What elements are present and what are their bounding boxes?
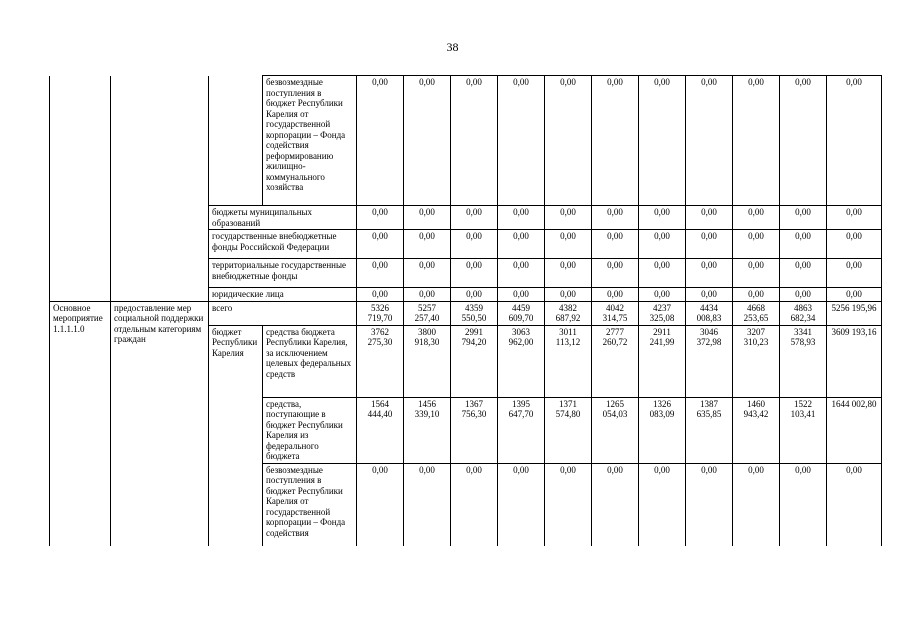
status-cell-empty <box>50 76 111 206</box>
value-cell: 0,00 <box>639 230 686 259</box>
value-cell: 5326 719,70 <box>357 301 404 325</box>
value-cell: 4668 253,65 <box>733 301 780 325</box>
table-row <box>50 288 882 302</box>
value-cell: 3800 918,30 <box>404 325 451 397</box>
value-cell: 0,00 <box>404 76 451 206</box>
value-cell: 0,00 <box>451 463 498 546</box>
total-label: всего <box>209 301 357 325</box>
value-cell: 2991 794,20 <box>451 325 498 397</box>
value-cell: 0,00 <box>827 288 882 302</box>
source-cell: безвозмездные поступления в бюджет Республики Карелия от государственной корпорации – Фонда содействия <box>263 463 357 546</box>
value-cell: 0,00 <box>733 206 780 230</box>
value-cell: 0,00 <box>686 288 733 302</box>
name-cell-empty <box>111 76 209 206</box>
value-cell: 0,00 <box>592 76 639 206</box>
value-cell: 0,00 <box>404 463 451 546</box>
table-row <box>50 301 882 325</box>
source-cell: безвозмездные поступления в бюджет Республики Карелия от государственной корпорации – Фонда содействия реформированию жилищно-коммунального хозяйства <box>263 76 357 206</box>
value-cell: 4459 609,70 <box>498 301 545 325</box>
value-cell: 1367 756,30 <box>451 397 498 463</box>
value-cell: 0,00 <box>733 259 780 288</box>
value-cell: 0,00 <box>498 463 545 546</box>
value-cell: 0,00 <box>451 230 498 259</box>
value-cell: 0,00 <box>357 259 404 288</box>
value-cell: 1644 002,80 <box>827 397 882 463</box>
value-cell: 1395 647,70 <box>498 397 545 463</box>
value-cell: 0,00 <box>639 259 686 288</box>
value-cell: 0,00 <box>733 230 780 259</box>
measure-status: Основное мероприятие 1.1.1.1.0 <box>50 301 111 546</box>
value-cell: 3609 193,16 <box>827 325 882 397</box>
value-cell: 0,00 <box>733 76 780 206</box>
source-cell: юридические лица <box>209 288 357 302</box>
value-cell: 0,00 <box>639 288 686 302</box>
value-cell: 3762 275,30 <box>357 325 404 397</box>
value-cell: 0,00 <box>592 230 639 259</box>
source-cell: бюджеты муниципальных образований <box>209 206 357 230</box>
value-cell: 0,00 <box>404 230 451 259</box>
value-cell: 1564 444,40 <box>357 397 404 463</box>
value-cell: 5256 195,96 <box>827 301 882 325</box>
status-cell-empty <box>50 288 111 302</box>
value-cell: 0,00 <box>733 463 780 546</box>
value-cell: 0,00 <box>498 230 545 259</box>
value-cell: 0,00 <box>780 76 827 206</box>
value-cell: 4382 687,92 <box>545 301 592 325</box>
value-cell: 0,00 <box>592 288 639 302</box>
funding-table <box>49 75 882 546</box>
value-cell: 0,00 <box>780 463 827 546</box>
value-cell: 0,00 <box>545 259 592 288</box>
value-cell: 0,00 <box>451 288 498 302</box>
value-cell: 0,00 <box>686 463 733 546</box>
value-cell: 0,00 <box>498 288 545 302</box>
value-cell: 0,00 <box>404 206 451 230</box>
value-cell: 3207 310,23 <box>733 325 780 397</box>
measure-name: предоставление мер социальной поддержки отдельным категориям граждан <box>111 301 209 546</box>
budget-cell-empty <box>209 76 263 206</box>
value-cell: 0,00 <box>827 230 882 259</box>
status-cell-empty <box>50 230 111 259</box>
value-cell: 0,00 <box>404 288 451 302</box>
value-cell: 0,00 <box>451 259 498 288</box>
value-cell: 0,00 <box>733 288 780 302</box>
value-cell: 0,00 <box>780 288 827 302</box>
value-cell: 1522 103,41 <box>780 397 827 463</box>
value-cell: 0,00 <box>639 463 686 546</box>
value-cell: 4863 682,34 <box>780 301 827 325</box>
value-cell: 0,00 <box>357 206 404 230</box>
value-cell: 1460 943,42 <box>733 397 780 463</box>
value-cell: 0,00 <box>780 259 827 288</box>
status-cell-empty <box>50 259 111 288</box>
value-cell: 1371 574,80 <box>545 397 592 463</box>
value-cell: 4042 314,75 <box>592 301 639 325</box>
value-cell: 0,00 <box>639 76 686 206</box>
value-cell: 0,00 <box>357 463 404 546</box>
source-cell: государственные внебюджетные фонды Российской Федерации <box>209 230 357 259</box>
value-cell: 0,00 <box>498 259 545 288</box>
value-cell: 0,00 <box>545 463 592 546</box>
value-cell: 0,00 <box>780 230 827 259</box>
budget-label: бюджет Республики Карелия <box>209 325 263 546</box>
value-cell: 1326 083,09 <box>639 397 686 463</box>
table-row <box>50 76 882 206</box>
value-cell: 0,00 <box>686 206 733 230</box>
value-cell: 0,00 <box>686 76 733 206</box>
value-cell: 0,00 <box>827 463 882 546</box>
value-cell: 0,00 <box>357 76 404 206</box>
value-cell: 1265 054,03 <box>592 397 639 463</box>
value-cell: 2777 260,72 <box>592 325 639 397</box>
value-cell: 0,00 <box>780 206 827 230</box>
value-cell: 1387 635,85 <box>686 397 733 463</box>
value-cell: 5257 257,40 <box>404 301 451 325</box>
value-cell: 0,00 <box>592 259 639 288</box>
value-cell: 2911 241,99 <box>639 325 686 397</box>
value-cell: 0,00 <box>545 288 592 302</box>
value-cell: 0,00 <box>451 76 498 206</box>
value-cell: 0,00 <box>686 230 733 259</box>
value-cell: 0,00 <box>545 206 592 230</box>
source-cell: средства бюджета Республики Карелия, за исключением целевых федеральных средств <box>263 325 357 397</box>
value-cell: 3011 113,12 <box>545 325 592 397</box>
value-cell: 0,00 <box>451 206 498 230</box>
value-cell: 3063 962,00 <box>498 325 545 397</box>
value-cell: 0,00 <box>827 206 882 230</box>
value-cell: 0,00 <box>498 206 545 230</box>
value-cell: 0,00 <box>592 206 639 230</box>
value-cell: 0,00 <box>498 76 545 206</box>
name-cell-empty <box>111 259 209 288</box>
page-number: 38 <box>446 40 459 54</box>
value-cell: 3341 578,93 <box>780 325 827 397</box>
name-cell-empty <box>111 288 209 302</box>
source-cell: средства, поступающие в бюджет Республики Карелия из федерального бюджета <box>263 397 357 463</box>
table-row <box>50 259 882 288</box>
value-cell: 0,00 <box>357 288 404 302</box>
value-cell: 0,00 <box>827 259 882 288</box>
name-cell-empty <box>111 230 209 259</box>
value-cell: 0,00 <box>545 230 592 259</box>
value-cell: 1456 339,10 <box>404 397 451 463</box>
name-cell-empty <box>111 206 209 230</box>
value-cell: 3046 372,98 <box>686 325 733 397</box>
source-cell: территориальные государственные внебюджетные фонды <box>209 259 357 288</box>
value-cell: 4237 325,08 <box>639 301 686 325</box>
value-cell: 0,00 <box>827 76 882 206</box>
table-row <box>50 206 882 230</box>
value-cell: 0,00 <box>545 76 592 206</box>
value-cell: 0,00 <box>404 259 451 288</box>
value-cell: 0,00 <box>639 206 686 230</box>
status-cell-empty <box>50 206 111 230</box>
value-cell: 4434 008,83 <box>686 301 733 325</box>
value-cell: 0,00 <box>357 230 404 259</box>
table-row <box>50 230 882 259</box>
value-cell: 4359 550,50 <box>451 301 498 325</box>
value-cell: 0,00 <box>592 463 639 546</box>
value-cell: 0,00 <box>686 259 733 288</box>
